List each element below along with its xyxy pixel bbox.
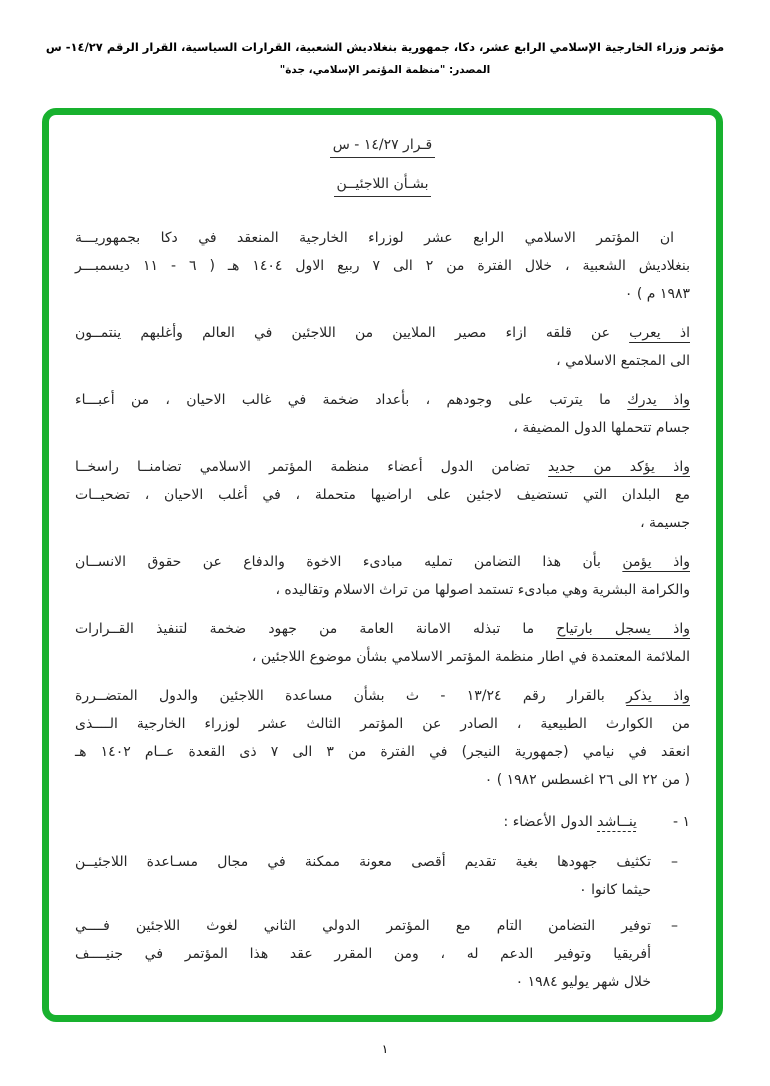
text-line: [75, 548, 690, 576]
item-text: الدول الأعضاء :: [503, 814, 598, 830]
preamble-paragraph: [75, 548, 690, 604]
text-line: [75, 682, 690, 710]
text-line: بنغلاديش الشعبية ، خلال الفترة من ٢ الى ٧ ربيع الاول ١٤٠٤ هـ ( ٦ - ١١ ديسمبـــر: [75, 258, 691, 274]
text-line: من الكوارث الطبيعية ، الصادر عن المؤتمر الثالث عشر لوزراء الخارجية الــــذى: [75, 716, 690, 732]
text-line: انعقد في نيامي (جمهورية النيجر) في الفترة من ٣ الى ٧ ذى القعدة عــام ١٤٠٢ هـ: [75, 744, 690, 760]
text-line: حيثما كانوا ٠: [579, 882, 651, 898]
text-line: جسيمة ،: [640, 515, 690, 531]
preamble-paragraph: [75, 615, 690, 671]
clause-lead: واذ يسجل بارتياح: [556, 621, 690, 637]
preamble-paragraph: [75, 453, 690, 537]
resolution-body: [75, 224, 690, 996]
sub-item: [75, 848, 690, 904]
green-highlight-frame: [42, 108, 723, 1022]
text-line: [75, 453, 690, 481]
text-line: خلال شهر يوليو ١٩٨٤ ٠: [515, 974, 651, 990]
preamble-paragraph: [75, 319, 690, 375]
clause-text: تضامن الدول أعضاء منظمة المؤتمر الاسلامي تضامنــا راسخــا: [75, 459, 549, 475]
text-line: الملائمة المعتمدة في اطار منظمة المؤتمر الاسلامي بشأن موضوع اللاجئين ،: [251, 649, 690, 665]
text-line: [75, 224, 690, 252]
sub-item-text: [75, 912, 651, 996]
clause-text: ما يترتب على وجودهم ، بأعداد ضخمة في غالب الاحيان ، من أعبـــاء: [75, 392, 628, 408]
resolution-subject-text: بشـأن اللاجئيــن: [334, 176, 432, 197]
preamble-paragraph: [75, 386, 690, 442]
text-line: [75, 386, 690, 414]
clause-text: عن قلقه ازاء مصير الملايين من اللاجئين في العالم وأغلبهم ينتمــون: [75, 325, 630, 341]
clause-text: بالقرار رقم ١٣/٢٤ - ث بشأن مساعدة اللاجئين والدول المتضــررة: [75, 688, 627, 704]
resolution-title-block: [75, 135, 690, 194]
clause-text: بأن هذا التضامن تمليه مبادىء الاخوة والدفاع عن حقوق الانســان: [75, 554, 623, 570]
text-line: تكثيف جهودها بغية تقديم أقصى معونة ممكنة في مجال مسـاعدة اللاجئيــن: [75, 854, 651, 870]
preamble-paragraph: [75, 224, 690, 308]
text-line: أفريقيا وتوفير الدعم له ، ومن المقرر عقد هذا المؤتمر في جنيــــف: [75, 946, 651, 962]
text-line: توفير التضامن التام مع المؤتمر الدولي الثاني لغوث اللاجئين فــــي: [75, 918, 651, 934]
text-line: الى المجتمع الاسلامي ،: [556, 353, 690, 369]
resolution-number-text: قـرار ١٤/٢٧ - س: [330, 137, 435, 158]
text-line: [75, 319, 690, 347]
item-lead: ينــاشد: [597, 814, 637, 830]
text-line: مع البلدان التي تستضيف لاجئين على اراضيها متحملة ، في أغلب الاحيان ، تضحيــات: [75, 487, 690, 503]
resolution-subject-title: [75, 174, 690, 194]
clause-lead: واذ يذكر: [626, 688, 690, 704]
sub-item: [75, 912, 690, 996]
clause-text: ما تبذله الامانة العامة من جهود ضخمة لتنفيذ القــرارات: [75, 621, 557, 637]
preamble-paragraph: [75, 682, 690, 794]
clause-lead: واذ يؤمن: [622, 554, 690, 570]
clause-text: ان المؤتمر الاسلامي الرابع عشر لوزراء الخارجية المنعقد في دكا بجمهوريـــة: [75, 230, 674, 246]
dash-marker: –: [671, 854, 678, 870]
document-header: [0, 40, 770, 76]
clause-lead: واذ يؤكد من جديد: [548, 459, 690, 475]
resolution-number-title: [75, 135, 690, 155]
item-number: ١ -: [672, 814, 690, 830]
clause-lead: واذ يدرك: [627, 392, 690, 408]
text-line: جسام تتحملها الدول المضيفة ،: [513, 420, 690, 436]
text-line: والكرامة البشرية وهي مبادىء تستمد اصولها من تراث الاسلام وتقاليده ،: [275, 582, 690, 598]
sub-item-text: [75, 848, 651, 904]
text-line: ( من ٢٢ الى ٢٦ اغسطس ١٩٨٢ ) ٠: [484, 772, 690, 788]
text-line: [75, 615, 690, 643]
dash-marker: –: [671, 918, 678, 934]
header-conference-line: مؤتمر وزراء الخارجية الإسلامي الرابع عشر، دكا، جمهورية بنغلاديش الشعبية، القرارات السياسية، القرار الرقم ١٤/٢٧- س: [45, 40, 725, 54]
page-number: ١: [381, 1042, 389, 1056]
operative-item-1: [75, 808, 690, 836]
clause-lead: اذ يعرب: [629, 325, 690, 341]
text-line: ١٩٨٣ م ) ٠: [624, 286, 690, 302]
header-source-line: المصدر: "منظمة المؤتمر الإسلامي، جدة": [279, 64, 491, 76]
